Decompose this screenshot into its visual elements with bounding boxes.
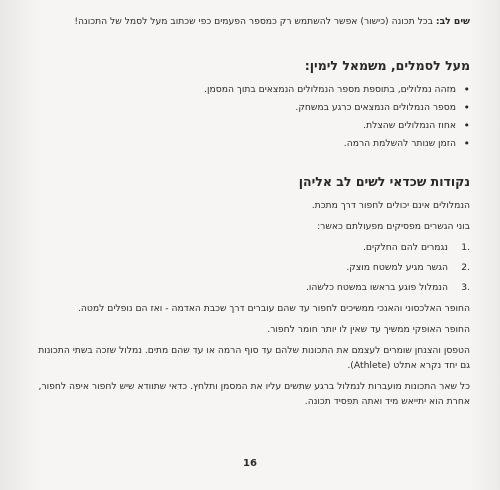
climber-floater-text-end: ). [347,360,354,371]
condition-number: .3 [461,282,470,293]
condition-number: .1 [461,242,470,253]
condition-item [28,280,470,295]
symbols-heading: מעל לסמלים, משמאל לימין: [304,58,470,73]
notes-heading: נקודות שכדאי לשים לב אליהן [298,174,470,189]
note-paragraph [28,14,470,29]
page-number: 16 [243,458,257,469]
condition-item [28,260,470,275]
climber-floater-note [28,343,470,373]
condition-text: הנמלול פוגע בראשו במשטח כלשהו. [305,282,448,293]
page-content [28,14,470,415]
diagonal-digger-note: החופר האלכסוני והאנכי ממשיכים לחפור עד שהם עוברים דרך שכבת האדמה - ואז הם נופלים למטה. [77,303,470,314]
bridge-builders-intro: בוני הגשרים מפסיקים מפעולתם כאשר: [317,221,470,232]
athlete-term: Athlete [353,360,387,371]
symbols-list-item: • אחוז הנמלולים שהצלת. [28,118,456,133]
note-label: שים לב: [435,16,470,27]
skills-transfer-note: כל שאר התכונות מועברות לנמלול ברגע שתשים עליו את המסמן ותלחץ. כדאי שתוודא שיש לחפור איפה לחפור, אחרת הוא יתייאש מיד ואתה תפסיד תכונה. [38,381,470,407]
condition-item [28,240,470,255]
condition-text: נגמרים להם החלקים. [362,242,448,253]
symbols-list [28,82,470,151]
climber-floater-text: הטפסן והצנחן שומרים לעצמם את התכונות שלהם עד סוף הרמה או עד שהם מתים. נמלול שזכה בשתי התכונות גם יחד נקרא אתלט ( [38,345,470,371]
symbols-list-item: • הזמן שנותר להשלמת הרמה. [28,136,456,151]
condition-text: הגשר מגיע למשטח מוצק. [346,262,448,273]
bridge-conditions-list [28,240,470,295]
horizontal-digger-note: החופר האופקי ממשיך עד שאין לו יותר חומר לחפור. [267,324,470,335]
symbols-list-item: • מספר הנמלולים הנמצאים כרגע במשחק. [28,100,456,115]
condition-number: .2 [461,262,470,273]
metal-note: הנמלולים אינם יכולים לחפור דרך מתכת. [311,200,470,211]
symbols-list-item: • מזהה נמלולים, בתוספת מספר הנמלולים הנמצאים בתוך המסמן. [28,82,456,97]
note-text: בכל תכונה (כישור) אפשר להשתמש רק כמספר הפעמים כפי שכתוב מעל לסמל של התכונה! [74,16,433,27]
